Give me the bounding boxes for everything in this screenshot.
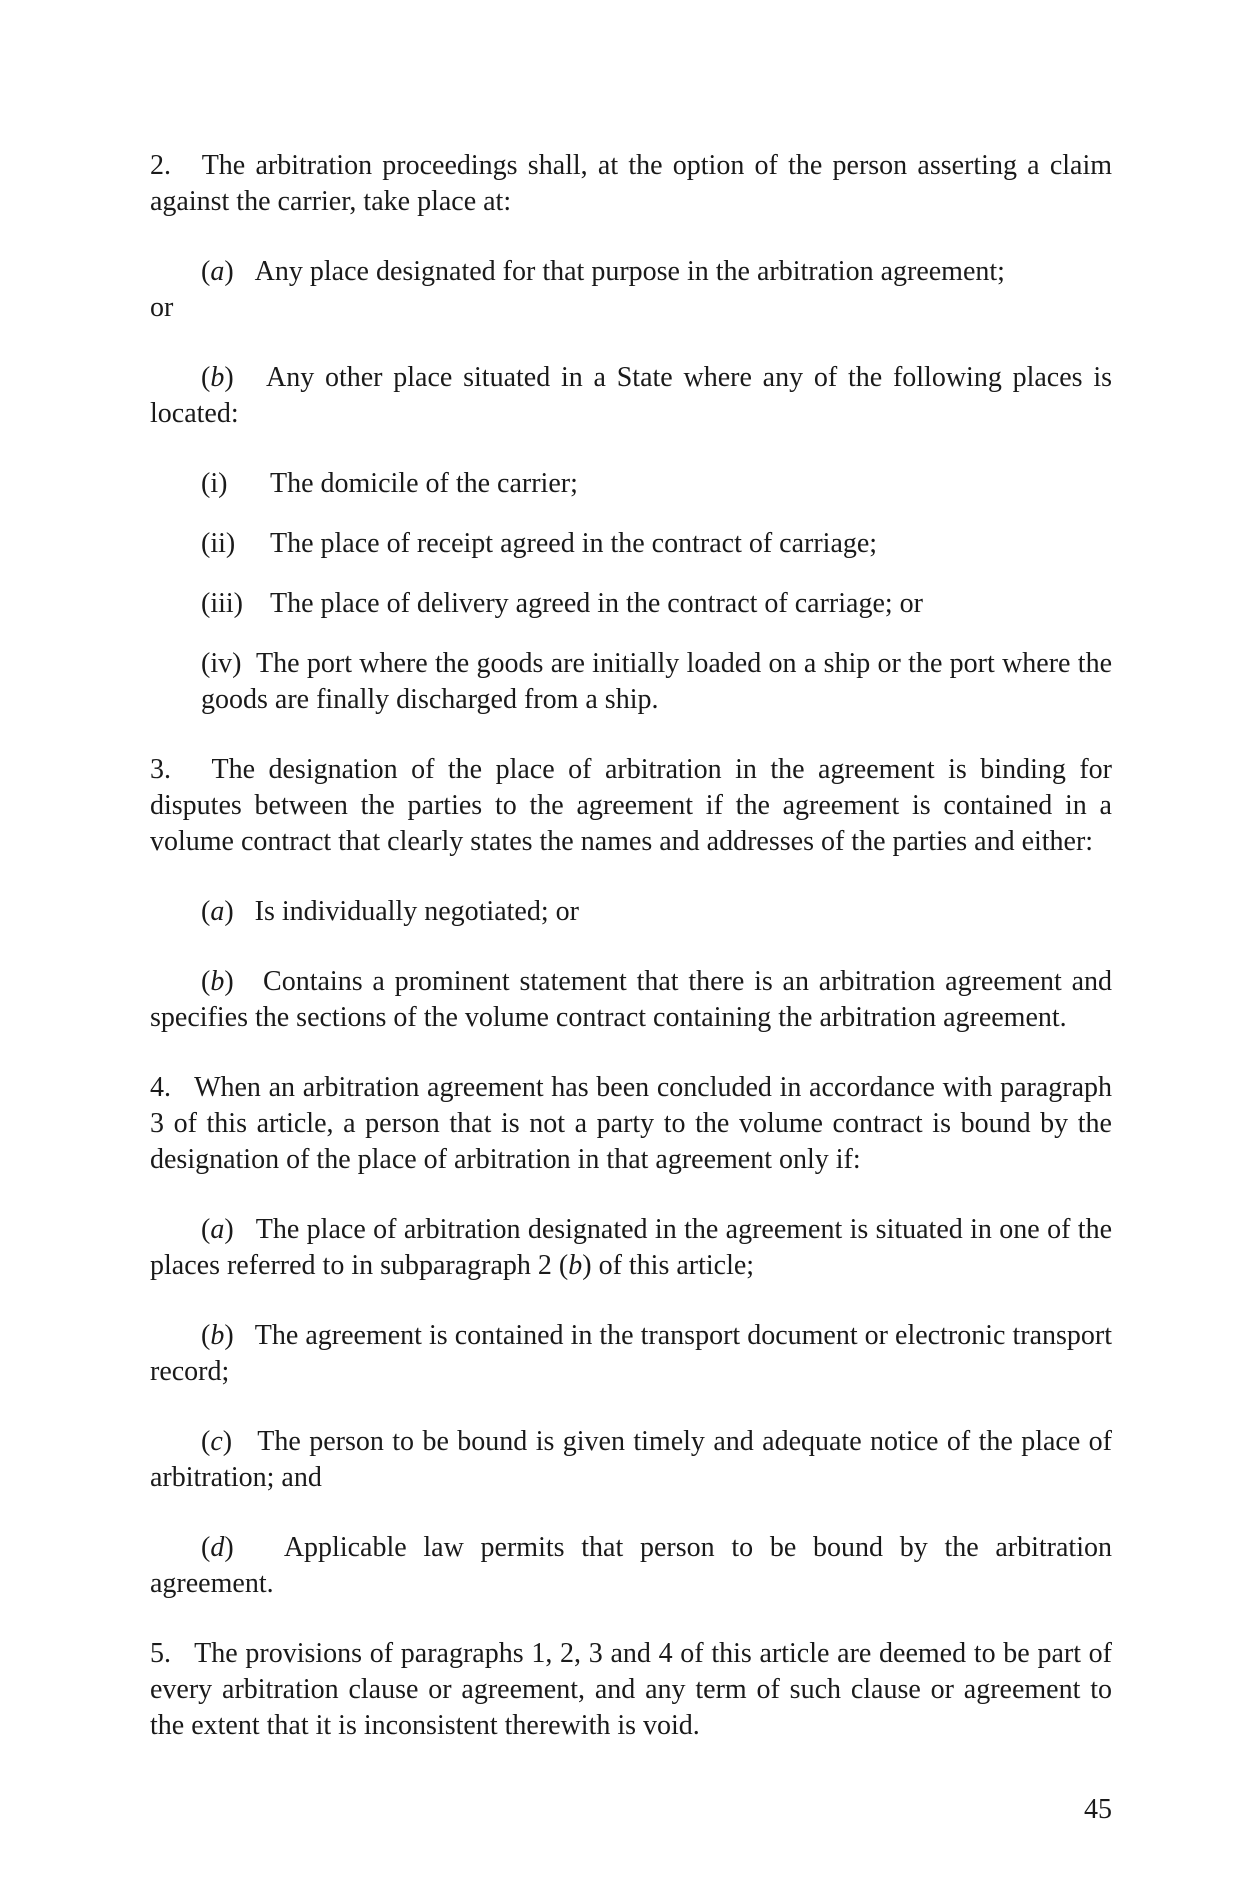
list-item-text: The place of delivery agreed in the contract of carriage; or [270,588,923,619]
paragraph-number: 2. [150,150,171,181]
list-item [201,526,1112,562]
subparagraph-label: b [210,1320,225,1351]
subparagraph-2b: (b) Any other place situated in a State where any of the following places is located: [150,362,1113,429]
article-body [150,148,1112,1778]
subparagraph-label: d [210,1532,225,1563]
subparagraph-2a: (a) Any place designated for that purpose in the arbitration agreement; [201,256,1005,287]
subparagraph-text: Is individually negotiated; or [254,896,579,927]
subparagraph-text: The agreement is contained in the transport document or electronic transport record; [150,1320,1112,1387]
list-item [201,466,1112,502]
subparagraph-text-end: ) of this article; [582,1250,755,1281]
subparagraph-4d: (d) Applicable law permits that person to be bound by the arbitration agreement. [150,1532,1112,1599]
subparagraph-text: Any place designated for that purpose in the arbitration agreement; [254,256,1005,287]
page-number: 45 [1084,1794,1112,1825]
subparagraph-label: b [210,966,225,997]
list-item-label: (i) [201,468,228,499]
list-item-text: The port where the goods are initially loaded on a ship or the port where the goods are finally discharged from a ship. [201,648,1112,715]
subparagraph-label: a [210,896,225,927]
paragraph-number: 4. [150,1072,171,1103]
subparagraph-2a-continuation: or [150,292,174,323]
paragraph-text: The arbitration proceedings shall, at the option of the person asserting a claim against the carrier, take place at: [150,150,1113,217]
list-item-text: The domicile of the carrier; [270,468,578,499]
paragraph-3 [150,752,1112,860]
subparagraph-label: a [210,1214,225,1245]
subparagraph-3a: (a) Is individually negotiated; or [201,896,579,927]
list-item-label: (iv) [201,648,242,679]
paragraph-2 [150,148,1112,220]
paragraph-number: 3. [150,754,171,785]
paragraph-text: The designation of the place of arbitration in the agreement is binding for disputes between the parties to the agreement if the agreement is contained in a volume contract that clearly states the names and addresses of the parties and either: [150,754,1113,857]
list-item-text: The place of receipt agreed in the contract of carriage; [270,528,878,559]
subparagraph-reference: b [568,1250,583,1281]
paragraph-text: The provisions of paragraphs 1, 2, 3 and 4 of this article are deemed to be part of every arbitration clause or agreement, and any term of such clause or agreement to the extent that it is inconsistent therewith is void. [150,1638,1113,1741]
subparagraph-label: b [210,362,225,393]
paragraph-number: 5. [150,1638,171,1669]
subparagraph-label: a [210,256,225,287]
list-item [201,586,1112,622]
subparagraph-3b: (b) Contains a prominent statement that there is an arbitration agreement and specifies the sections of the volume contract containing the arbitration agreement. [150,966,1112,1033]
paragraph-4 [150,1070,1112,1178]
subparagraph-4c: (c) The person to be bound is given timely and adequate notice of the place of arbitration; and [150,1426,1112,1493]
subparagraph-text: Any other place situated in a State where any of the following places is located: [150,362,1113,429]
list-item-label: (ii) [201,528,236,559]
subparagraph-label: c [210,1426,223,1457]
subparagraph-4a: (a) The place of arbitration designated in the agreement is situated in one of the places referred to in subparagraph 2 (b) of this article; [150,1214,1112,1281]
paragraph-5 [150,1636,1112,1744]
subparagraph-text: The person to be bound is given timely and adequate notice of the place of arbitration; and [150,1426,1112,1493]
subparagraph-4b: (b) The agreement is contained in the transport document or electronic transport record; [150,1320,1112,1387]
subparagraph-text: Contains a prominent statement that there is an arbitration agreement and specifies the sections of the volume contract containing the arbitration agreement. [150,966,1112,1033]
list-item [201,646,1112,718]
subparagraph-text: Applicable law permits that person to be bound by the arbitration agreement. [150,1532,1112,1599]
list-item-label: (iii) [201,588,243,619]
subparagraph-text: The place of arbitration designated in the agreement is situated in one of the places referred to in subparagraph 2 ( [150,1214,1112,1281]
paragraph-text: When an arbitration agreement has been concluded in accordance with paragraph 3 of this article, a person that is not a party to the volume contract is bound by the designation of the place of arbitration in that agreement only if: [150,1072,1113,1175]
